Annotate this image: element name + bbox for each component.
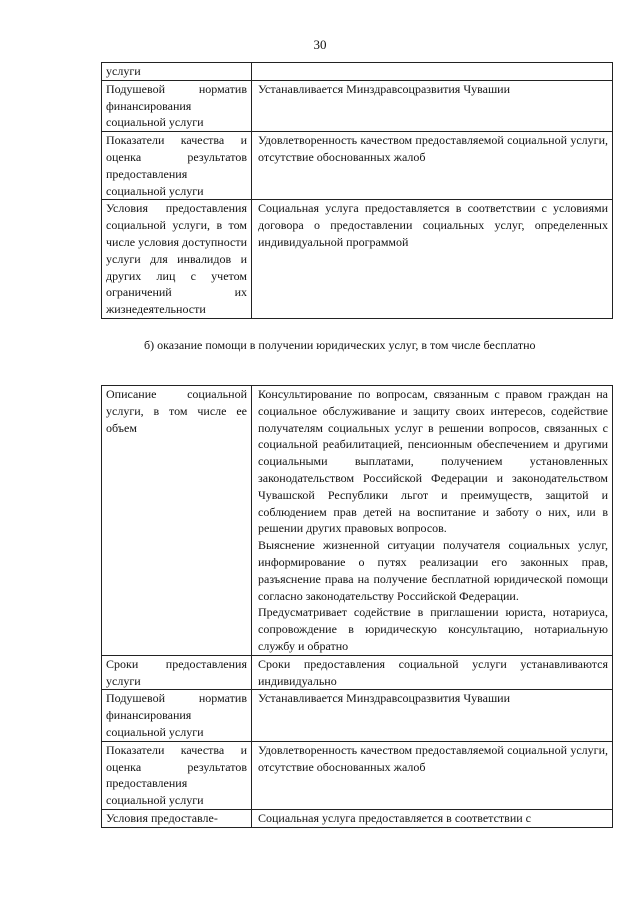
row-value [252,63,613,81]
description-cell [252,386,613,656]
description-paragraph: Выяснение жизненной ситуации получателя социальных услуг, информирование о путях реализации его законных прав, разъяснение права на получение бесплатной юридической помощи согласно законодательству Российской Федерации. [258,538,608,603]
row-value: Социальная услуга предоставляется в соответствии с условиями договора о предоставлении социальных услуг, определенных индивидуальной программой [252,200,613,319]
row-label: Описание социальной услуги, в том числе ее объем [102,386,252,656]
row-value: Удовлетворенность качеством предоставляемой социальной услуги, отсутствие обоснованных жалоб [252,132,613,200]
service-table-continued [101,62,613,319]
table-row [102,690,613,741]
row-label: Подушевой норматив финансирования социальной услуги [102,690,252,741]
page-number: 30 [313,37,327,52]
row-value: Удовлетворенность качеством предоставляемой социальной услуги, отсутствие обоснованных жалоб [252,741,613,809]
table-row [102,200,613,319]
table-row [102,63,613,81]
description-paragraph: Предусматривает содействие в приглашении юриста, нотариуса, сопровождение в юридическую консультацию, нотариальную службу и обратно [258,605,608,653]
table-row [102,809,613,827]
table-row [102,655,613,690]
row-label: Показатели качества и оценка результатов предоставления социальной услуги [102,741,252,809]
row-label: Условия предоставления социальной услуги, в том числе условия доступности услуги для инвалидов и других лиц с учетом ограничений их жизнедеятельности [102,200,252,319]
row-label: Показатели качества и оценка результатов предоставления социальной услуги [102,132,252,200]
legal-help-service-table [101,385,613,828]
row-label: Сроки предоставления услуги [102,655,252,690]
row-value: Сроки предоставления социальной услуги устанавливаются индивидуально [252,655,613,690]
row-value: Устанавливается Минздравсоцразвития Чувашии [252,690,613,741]
description-paragraph: Консультирование по вопросам, связанным с правом граждан на социальное обслуживание и защиту своих интересов, содействие получателям социальных услуг в решении вопросов, связанных с социальной реабилитацией, пенсионным обеспечением и другими социальными выплатами, получением установленных законодательством Российской Федерации и законодательством Чувашской Республики льгот и преимуществ, защитой и соблюдением прав детей на воспитание и заботу о них, или в решении других правовых вопросов. [258,387,608,536]
row-value: Устанавливается Минздравсоцразвития Чувашии [252,80,613,131]
table-row [102,741,613,809]
row-value: Социальная услуга предоставляется в соответствии с [252,809,613,827]
table-row [102,132,613,200]
row-label: услуги [102,63,252,81]
section-heading: б) оказание помощи в получении юридических услуг, в том числе бесплатно [144,338,536,352]
row-label: Подушевой норматив финансирования социальной услуги [102,80,252,131]
table-row [102,80,613,131]
table-row [102,386,613,656]
row-label: Условия предоставле- [102,809,252,827]
